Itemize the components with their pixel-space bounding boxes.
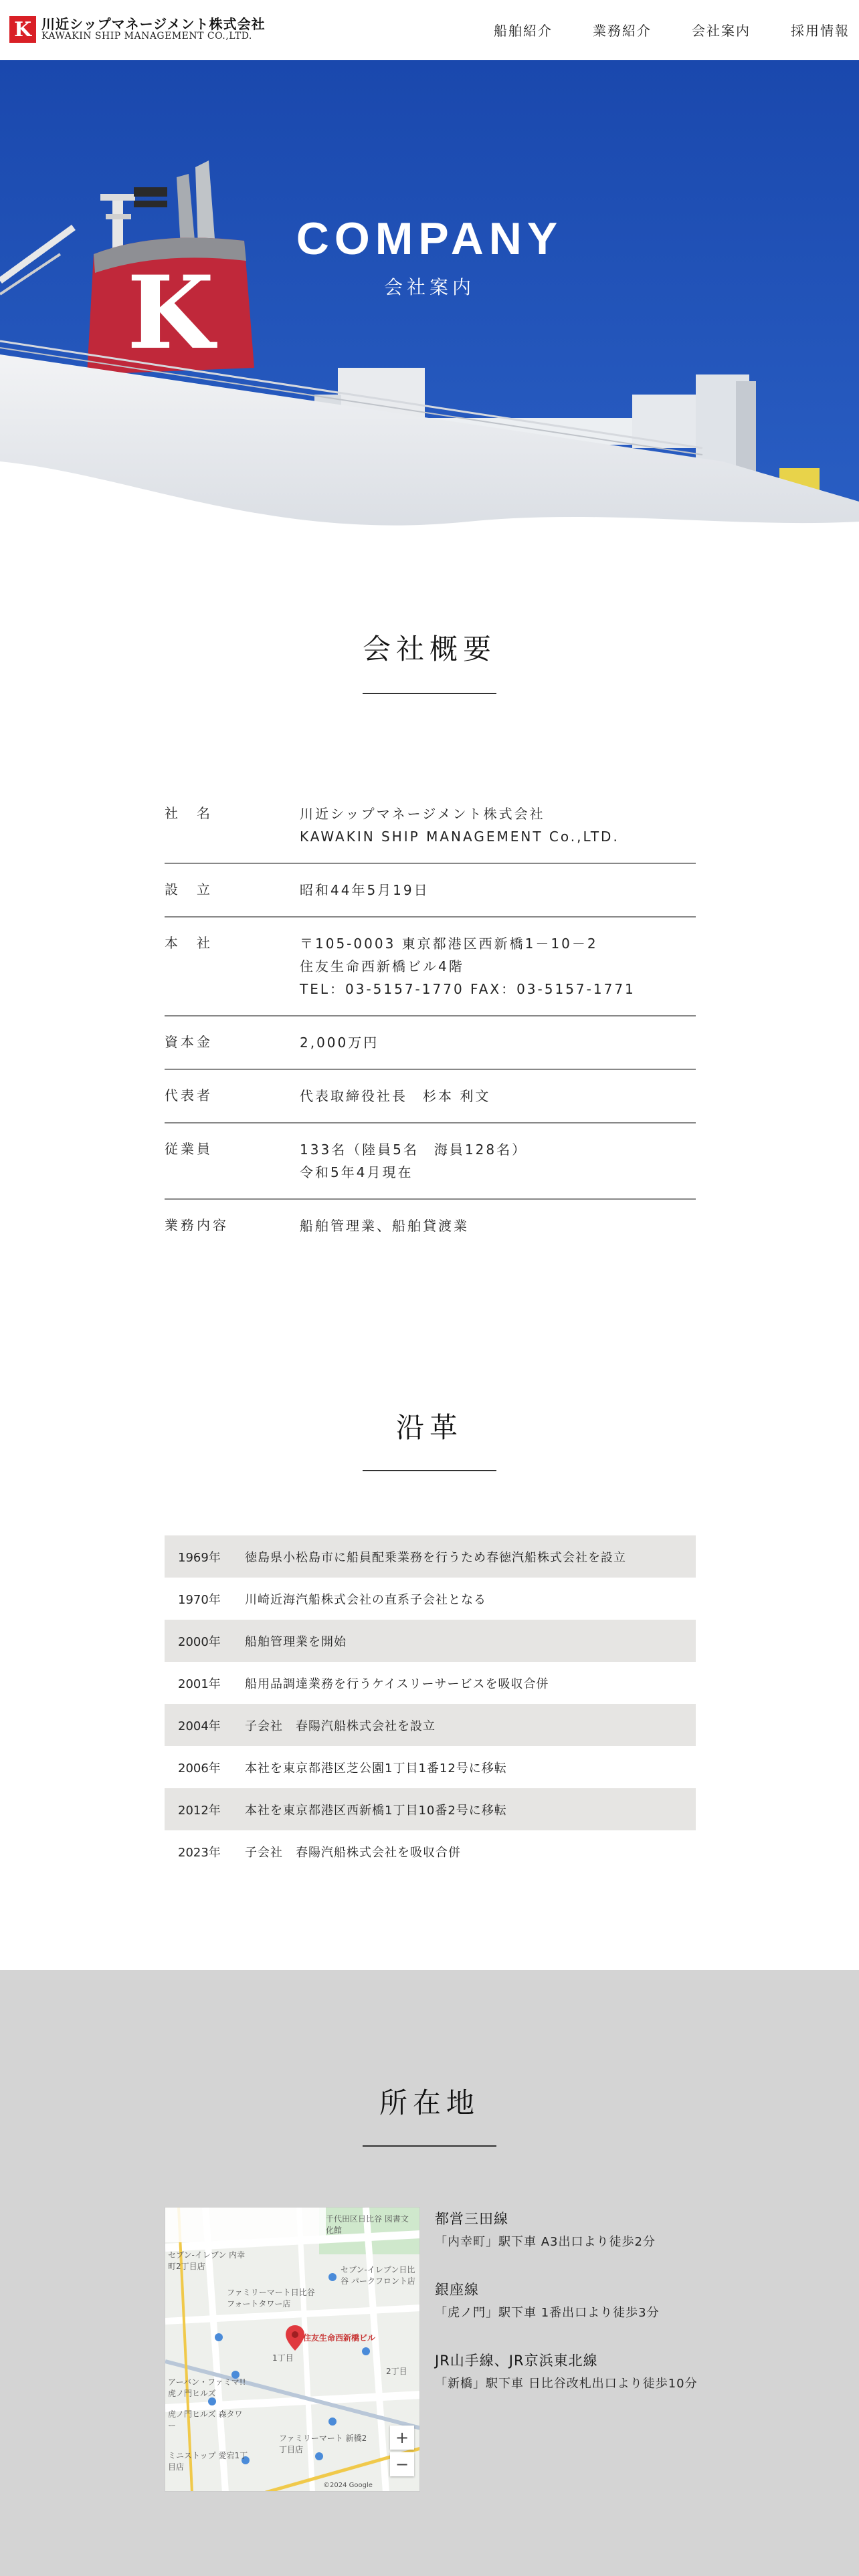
history-title-underline	[363, 1470, 496, 1471]
history-section-title: 沿革	[395, 1411, 463, 1444]
site-header	[0, 0, 859, 60]
profile-value: KAWAKIN SHIP MANAGEMENT Co.,LTD.	[300, 829, 619, 845]
history-row	[165, 1620, 696, 1662]
map-place-label: ファミリーマート 新橋2丁目店	[279, 2434, 367, 2454]
profile-row	[165, 864, 696, 918]
history-desc: 本社を東京都港区芝公園1丁目1番12号に移転	[245, 1761, 507, 1776]
access-stations	[435, 2208, 702, 2421]
profile-value: 令和5年4月現在	[300, 1164, 413, 1180]
history-desc: 子会社 春陽汽船株式会社を設立	[245, 1719, 436, 1733]
map-pin-label: 住友生命西新橋ビル	[303, 2333, 376, 2343]
profile-label: 資本金	[165, 1034, 213, 1050]
profile-label: 業務内容	[165, 1217, 229, 1233]
access-section	[0, 1970, 859, 2576]
profile-value: 〒105-0003 東京都港区西新橋1－10－2	[300, 936, 598, 952]
map-zoom-out-button[interactable]: −	[390, 2452, 414, 2476]
hero-title-ja: 会社案内	[383, 276, 475, 298]
profile-value: 133名（陸員5名 海員128名）	[300, 1142, 528, 1158]
profile-label: 社 名	[165, 805, 213, 821]
profile-label: 代表者	[165, 1087, 213, 1103]
map-place-label: 虎ノ門ヒルズ 森タワー	[168, 2409, 243, 2430]
global-nav	[494, 20, 850, 39]
history-row	[165, 1830, 696, 1872]
profile-label: 設 立	[165, 881, 213, 897]
map-zoom-in-button[interactable]: +	[390, 2426, 414, 2450]
history-row	[165, 1704, 696, 1746]
funnel-letter: K	[126, 254, 215, 372]
profile-section-title: 会社概要	[362, 633, 496, 665]
profile-value: 代表取締役社長 杉本 利文	[300, 1088, 491, 1104]
profile-row	[165, 1070, 696, 1123]
history-year: 2006年	[178, 1761, 221, 1776]
profile-row	[165, 1200, 696, 1252]
map-area-label: 2丁目	[386, 2367, 407, 2376]
nav-item-company[interactable]: 会社案内	[692, 23, 751, 39]
profile-row	[165, 1123, 696, 1200]
map-pin-icon[interactable]	[286, 2325, 304, 2351]
history-row	[165, 1788, 696, 1830]
nav-item-ships[interactable]: 船舶紹介	[494, 23, 553, 39]
profile-row	[165, 788, 696, 864]
history-desc: 船舶管理業を開始	[245, 1634, 347, 1649]
history-year: 2023年	[178, 1845, 221, 1860]
map-area-label: 1丁目	[272, 2353, 294, 2363]
map-place-label: セブン-イレブン 内幸町2丁目店	[168, 2250, 246, 2271]
history-row	[165, 1746, 696, 1788]
company-profile-table	[165, 788, 696, 1252]
profile-value: 住友生命西新橋ビル4階	[300, 958, 464, 974]
logo-name-en: KAWAKIN SHIP MANAGEMENT CO.,LTD.	[41, 31, 252, 42]
history-year: 2004年	[178, 1719, 221, 1733]
logo-name-ja: 川近シップマネージメント株式会社	[41, 16, 266, 33]
ship-illustration	[0, 60, 859, 542]
map-place-label: アーバン・ファミマ!! 虎ノ門ヒルズ	[168, 2377, 246, 2398]
logo-mark-icon	[9, 16, 36, 43]
history-year: 2012年	[178, 1803, 221, 1818]
google-map[interactable]	[165, 2207, 420, 2492]
history-row	[165, 1578, 696, 1620]
map-copyright: ©2024 Google	[323, 2482, 373, 2489]
station-desc: 「虎ノ門」駅下車 1番出口より徒歩3分	[435, 2306, 660, 2320]
profile-value: TEL：03-5157-1770 FAX：03-5157-1771	[300, 981, 636, 997]
profile-value: 昭和44年5月19日	[300, 882, 430, 898]
profile-value: 2,000万円	[300, 1035, 379, 1051]
profile-row	[165, 918, 696, 1016]
map-place-label: ファミリーマート日比谷 フォートタワー店	[227, 2288, 315, 2309]
profile-value: 船舶管理業、船舶貸渡業	[300, 1218, 469, 1234]
history-row	[165, 1662, 696, 1704]
access-title-underline	[363, 2145, 496, 2147]
station-line: 銀座線	[435, 2282, 479, 2298]
station-line: JR山手線、JR京浜東北線	[435, 2353, 598, 2369]
map-place-label: ミニストップ 愛宕1丁目店	[168, 2451, 248, 2472]
hero-title-en: COMPANY	[296, 213, 563, 264]
logo-mark-letter: K	[13, 17, 32, 41]
profile-row	[165, 1016, 696, 1070]
history-year: 2000年	[178, 1634, 221, 1649]
station-item	[435, 2279, 702, 2321]
profile-value: 川近シップマネージメント株式会社	[300, 806, 545, 822]
station-line: 都営三田線	[435, 2211, 508, 2227]
history-year: 1970年	[178, 1592, 221, 1607]
history-desc: 子会社 春陽汽船株式会社を吸収合併	[245, 1845, 461, 1860]
profile-label: 従業員	[165, 1141, 213, 1157]
station-desc: 「新橋」駅下車 日比谷改札出口より徒歩10分	[435, 2377, 698, 2391]
access-section-title: 所在地	[379, 2086, 480, 2119]
nav-item-business[interactable]: 業務紹介	[593, 23, 652, 39]
history-table	[165, 1535, 696, 1872]
station-item	[435, 2350, 702, 2391]
history-year: 2001年	[178, 1677, 221, 1691]
station-desc: 「内幸町」駅下車 A3出口より徒歩2分	[435, 2235, 656, 2249]
map-place-label: 千代田区日比谷 図書文化館	[326, 2214, 409, 2235]
history-year: 1969年	[178, 1550, 221, 1565]
company-logo[interactable]	[9, 16, 266, 43]
history-row	[165, 1535, 696, 1578]
map-place-label: セブン-イレブン日比谷 パークフロント店	[341, 2265, 415, 2286]
nav-item-recruit[interactable]: 採用情報	[791, 23, 850, 39]
hero-banner	[0, 60, 859, 542]
history-desc: 徳島県小松島市に船員配乗業務を行うため春徳汽船株式会社を設立	[245, 1550, 626, 1565]
profile-title-underline	[363, 693, 496, 694]
station-item	[435, 2208, 702, 2250]
history-desc: 本社を東京都港区西新橋1丁目10番2号に移転	[245, 1803, 507, 1818]
history-desc: 川崎近海汽船株式会社の直系子会社となる	[245, 1592, 486, 1607]
profile-label: 本 社	[165, 935, 213, 951]
history-desc: 船用品調達業務を行うケイスリーサービスを吸収合併	[245, 1677, 549, 1691]
